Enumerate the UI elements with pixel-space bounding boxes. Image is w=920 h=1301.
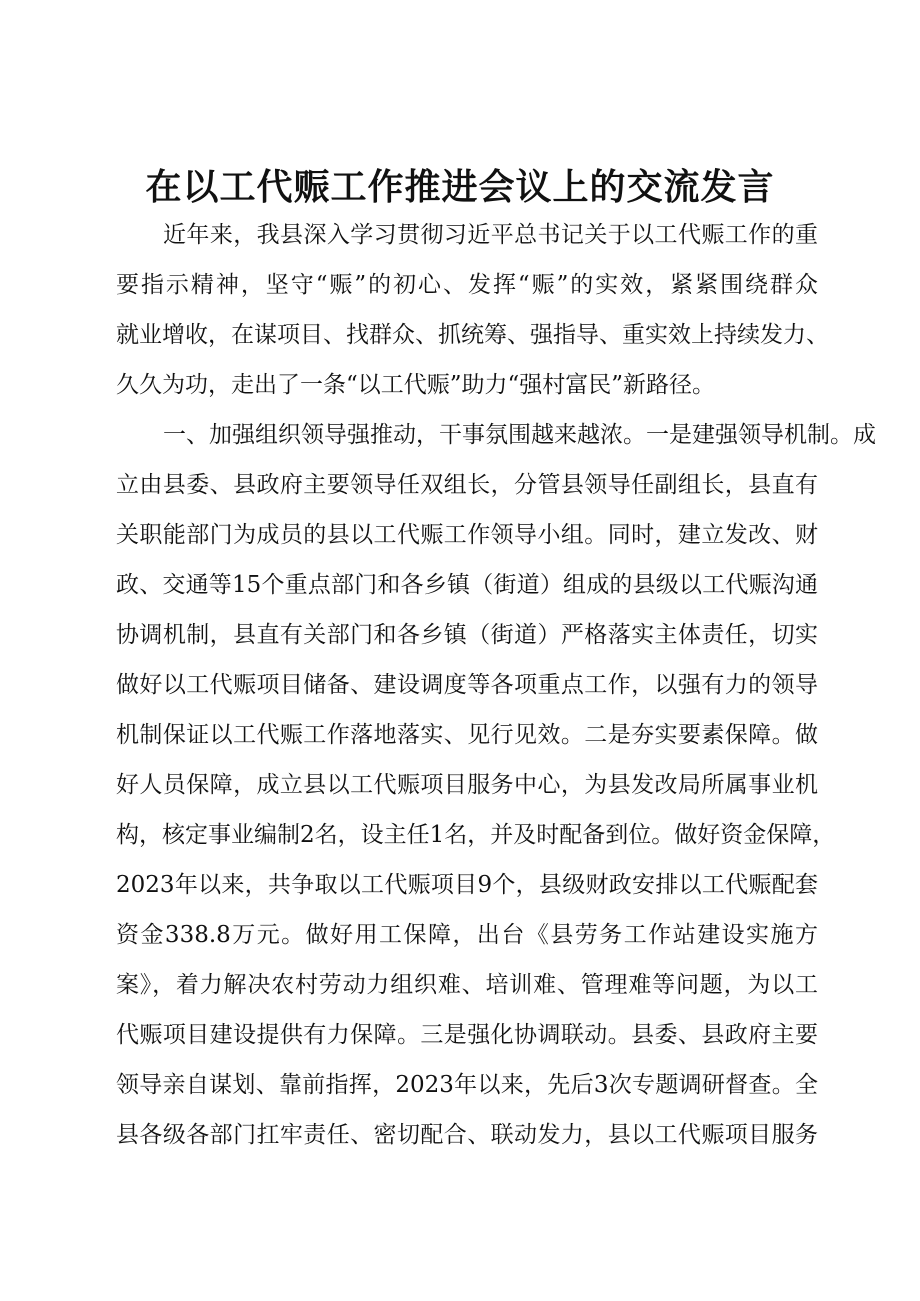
section-heading-line (116, 410, 876, 460)
document-title: 在以工代赈工作推进会议上的交流发言 (145, 167, 775, 208)
paragraph-line: 关职能部门为成员的县以工代赈工作领导小组。同时，建立发改、财 (116, 522, 818, 548)
paragraph-line: 领导亲自谋划、靠前指挥，2023年以来，先后3次专题调研督查。全 (116, 1072, 818, 1098)
paragraph-line: 就业增收，在谋项目、找群众、抓统筹、强指导、重实效上持续发力、 (116, 322, 829, 348)
paragraph-line: 协调机制，县直有关部门和各乡镇（街道）严格落实主体责任，切实 (116, 622, 818, 648)
paragraph-line: 近年来，我县深入学习贯彻习近平总书记关于以工代赈工作的重 (163, 222, 818, 248)
paragraph-line: 做好以工代赈项目储备、建设调度等各项重点工作，以强有力的领导 (116, 672, 818, 698)
paragraph-line: 要指示精神，坚守“赈”的初心、发挥“赈”的实效，紧紧围绕群众 (116, 272, 818, 298)
paragraph-line: 构，核定事业编制2名，设主任1名，并及时配备到位。做好资金保障， (116, 822, 836, 848)
paragraph-line: 资金338.8万元。做好用工保障，出台《县劳务工作站建设实施方 (116, 922, 818, 948)
section-lead-text: 一是建强领导机制。成 (646, 422, 876, 448)
paragraph-line (116, 1160, 818, 1210)
paragraph-line: 立由县委、县政府主要领导任双组长，分管县领导任副组长，县直有 (116, 472, 818, 498)
paragraph-line: 县各级各部门扛牢责任、密切配合、联动发力，县以工代赈项目服务 (116, 1122, 818, 1148)
paragraph-line: 好人员保障，成立县以工代赈项目服务中心，为县发改局所属事业机 (116, 772, 818, 798)
paragraph-line: 代赈项目建设提供有力保障。三是强化协调联动。县委、县政府主要 (116, 1022, 818, 1048)
paragraph-line: 机制保证以工代赈工作落地落实、见行见效。二是夯实要素保障。做 (116, 722, 818, 748)
paragraph-line: 久久为功，走出了一条“以工代赈”助力“强村富民”新路径。 (116, 372, 716, 398)
paragraph-line: 2023年以来，共争取以工代赈项目9个，县级财政安排以工代赈配套 (116, 872, 818, 898)
document-body (116, 210, 876, 1210)
paragraph-line: 政、交通等15个重点部门和各乡镇（街道）组成的县级以工代赈沟通 (116, 572, 818, 598)
paragraph-line: 案》，着力解决农村劳动力组织难、培训难、管理难等问题，为以工 (116, 972, 818, 998)
section-heading: 一、加强组织领导强推动，干事氛围越来越浓。 (163, 422, 646, 448)
